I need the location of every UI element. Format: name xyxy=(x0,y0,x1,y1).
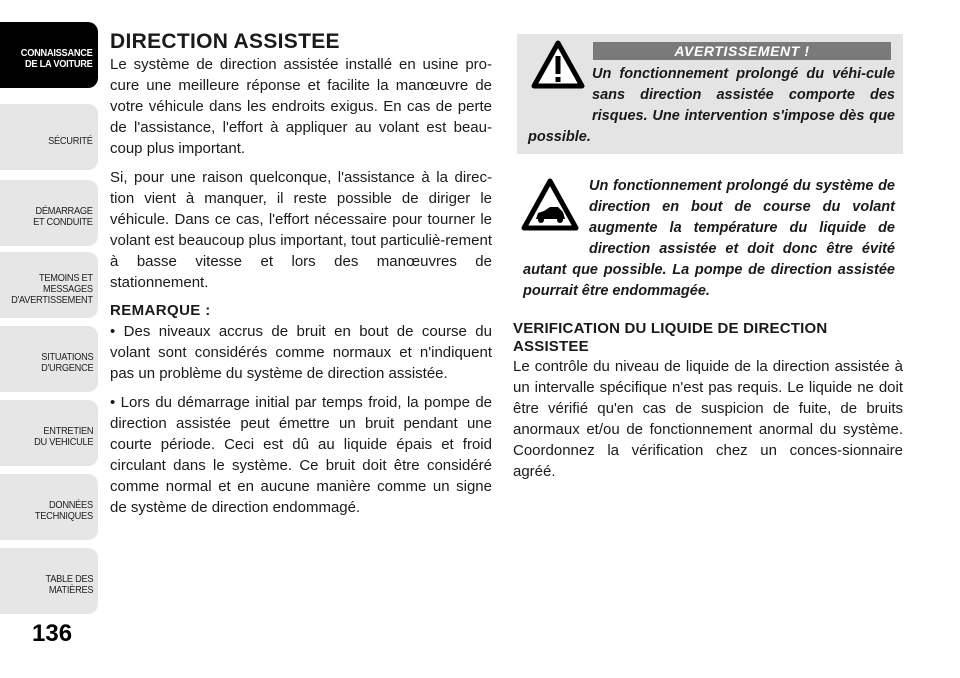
warning-title: AVERTISSEMENT ! xyxy=(593,42,891,60)
fluid-check-heading: VERIFICATION DU LIQUIDE DE DIRECTION ASSISTEE xyxy=(513,320,828,355)
section-title: DIRECTION ASSISTEE xyxy=(110,30,340,53)
tab-situations-urgence[interactable]: SITUATIONS D'URGENCE xyxy=(0,326,98,392)
tab-demarrage-conduite[interactable]: DÉMARRAGE ET CONDUITE xyxy=(0,180,98,246)
loss-assist-paragraph: Si, pour une raison quelconque, l'assistance à la direc-tion vient à manquer, il reste possible de diriger le véhicule. Dans ce cas, l'effort nécessaire pour tourner le volant est beaucoup plus important, tout particuliè-rement à basse vitesse et lors des manœuvres de stationnement. xyxy=(110,169,492,291)
page-number: 136 xyxy=(32,620,73,647)
tab-securite[interactable]: SÉCURITÉ xyxy=(0,104,98,170)
tab-entretien-vehicule[interactable]: ENTRETIEN DU VEHICULE xyxy=(0,400,98,466)
remarque-bullet-cold-start: • Lors du démarrage initial par temps froid, la pompe de direction assistée peut émettre un bruit pendant une courte période. Ceci est dû au liquide épais et froid circulant dans le système. Ce bruit doit être considéré comme normal et en aucune manière comme un signe de système de direction endommagé. xyxy=(110,394,492,516)
remarque-bullet-noise: • Des niveaux accrus de bruit en bout de course du volant sont considérés comme normaux et n'indiquent pas un problème du système de direction assistée. xyxy=(110,323,492,382)
tab-connaissance-voiture[interactable]: CONNAISSANCE DE LA VOITURE xyxy=(0,22,98,88)
fluid-check-paragraph: Le contrôle du niveau de liquide de la direction assistée à un intervalle spécifique n'est pas requis. Le liquide ne doit être vérifié qu'en cas de suspicion de fuite, de bruits anormaux et/ou de fonctionnement anormal du système. Coordonnez la vérification chez un conces-sionnaire agréé. xyxy=(513,358,903,480)
intro-paragraph: Le système de direction assistée installé en usine pro-cure une meilleure réponse et facilite la manœuvre de votre véhicule dans les endroits exigus. En cas de perte de l'assistance, l'effort à appliquer au volant est beau-coup plus important. xyxy=(110,56,492,157)
left-column xyxy=(110,30,492,526)
tab-temoins-messages[interactable]: TEMOINS ET MESSAGES D'AVERTISSEMENT xyxy=(0,252,98,318)
remarque-heading: REMARQUE : xyxy=(110,302,211,319)
caution-text: Un fonctionnement prolongé du système de direction en bout de course du volant augmente la température du liquide de direction assistée et doit donc être évité autant que possible. La pompe de direction assistée pourrait être endommagée. xyxy=(523,178,895,299)
tab-table-matieres[interactable]: TABLE DES MATIÈRES xyxy=(0,548,98,614)
tab-donnees-techniques[interactable]: DONNÉES TECHNIQUES xyxy=(0,474,98,540)
warning-text: Un fonctionnement prolongé du véhi-cule sans direction assistée comporte des risques. Une intervention s'impose dès que possible. xyxy=(528,66,895,145)
